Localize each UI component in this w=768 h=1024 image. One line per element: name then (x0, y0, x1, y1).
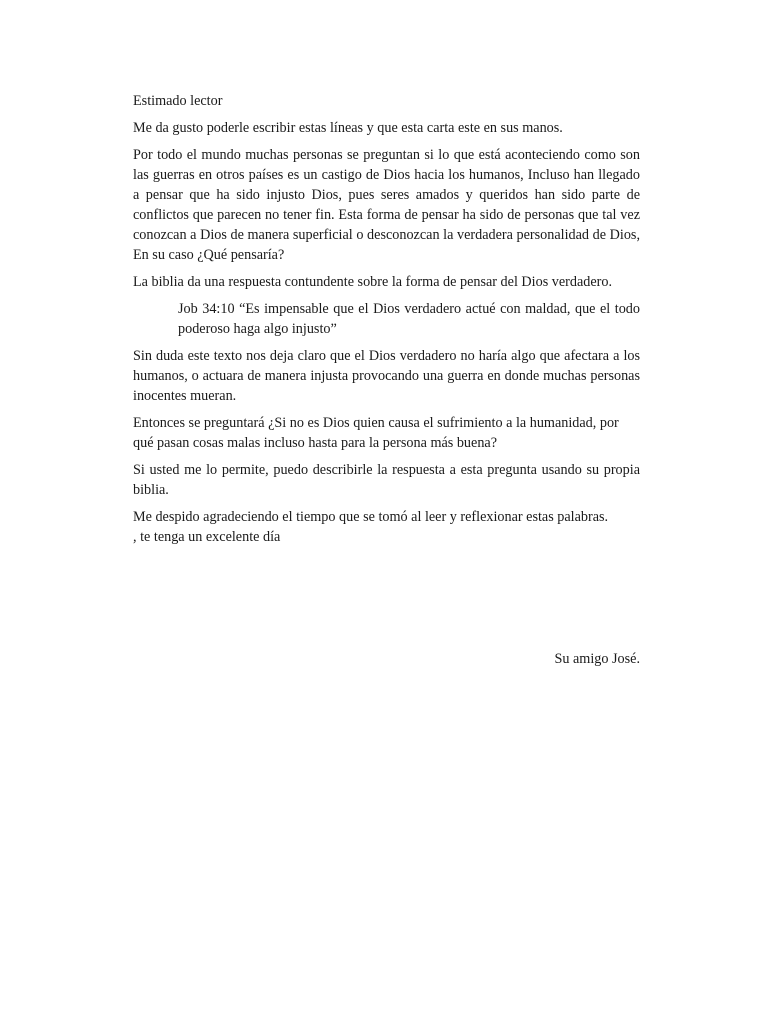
letter-paragraph: La biblia da una respuesta contundente sobre la forma de pensar del Dios verdadero. (133, 274, 613, 290)
letter-paragraph: Si usted me lo permite, puedo describirle la respuesta a esta pregunta usando su propia biblia. (133, 462, 640, 498)
letter-paragraph: Sin duda este texto nos deja claro que el Dios verdadero no haría algo que afectara a los humanos, o actuara de manera injusta provocando una guerra en donde muchas personas inocentes mueran. (133, 348, 640, 404)
letter-paragraph: Entonces se preguntará ¿Si no es Dios quien causa el sufrimiento a la humanidad, por qué pasan cosas malas incluso hasta para la persona más buena? (133, 415, 619, 451)
letter-paragraph: Me da gusto poderle escribir estas líneas y que esta carta este en sus manos. (133, 120, 563, 136)
letter-signature: Su amigo José. (554, 651, 640, 667)
letter-closing-line: Me despido agradeciendo el tiempo que se tomó al leer y reflexionar estas palabras. (133, 509, 609, 525)
letter-body (133, 91, 640, 554)
letter-greeting: Estimado lector (133, 93, 223, 109)
letter-paragraph: Por todo el mundo muchas personas se preguntan si lo que está aconteciendo como son las guerras en otros países es un castigo de Dios hacia los humanos, Incluso han llegado a pensar que ha sido injusto Dios, pues seres amados y queridos han sido parte de conflictos que parecen no tener fin. Esta forma de pensar ha sido de personas que tal vez conozcan a Dios de manera superficial o desconozcan la verdadera personalidad de Dios, En su caso ¿Qué pensaría? (133, 147, 640, 263)
letter-closing-line: , te tenga un excelente día (133, 529, 281, 545)
bible-quote: Job 34:10 “Es impensable que el Dios verdadero actué con maldad, que el todo poderoso haga algo injusto” (178, 301, 640, 337)
